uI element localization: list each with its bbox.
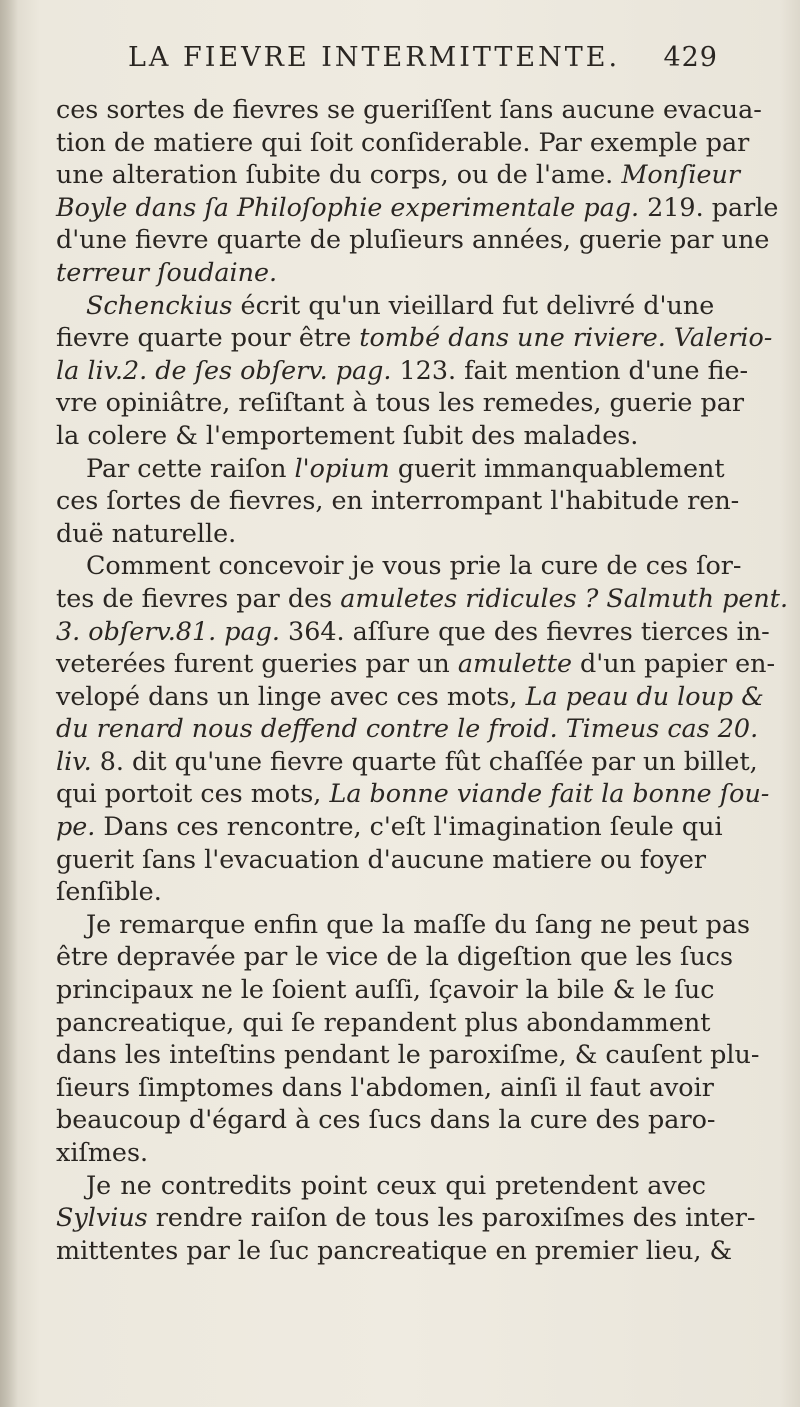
text-line: Boyle dans ſa Philoſophie experimentale pag. 219. parle xyxy=(56,191,779,222)
text-line: xiſmes. xyxy=(56,1137,149,1167)
text-line: tion de matiere qui ſoit conſiderable. Par exemple par xyxy=(56,126,750,157)
text-line: qui portoit ces mots, La bonne viande fait la bonne ſou- xyxy=(56,778,770,809)
italic-text: Monſieur xyxy=(621,159,740,190)
text-line: ſenſible. xyxy=(56,876,162,907)
text-line: Sylvius rendre raiſon de tous les paroxiſmes des inter- xyxy=(56,1202,756,1233)
text-line: Schenckius écrit qu'un vieillard fut delivré d'une xyxy=(86,289,715,320)
page-header xyxy=(128,42,718,92)
paragraph xyxy=(56,289,773,452)
paragraph xyxy=(56,93,779,289)
italic-text: La bonne viande fait la bonne ſou- xyxy=(329,778,770,809)
text-line: ſieurs ſimptomes dans l'abdomen, ainſi il faut avoir xyxy=(56,1071,714,1102)
italic-text: du renard nous deffend contre le froid. Timeus cas 20. xyxy=(56,713,759,744)
text-line: la liv.2. de ſes obſerv. pag. 123. fait mention d'une fie- xyxy=(56,354,749,385)
text-line: vre opiniâtre, reſiſtant à tous les remedes, guerie par xyxy=(56,387,745,418)
text-line: être depravée par le vice de la digeſtion que les ſucs xyxy=(56,941,734,972)
text-line: velopé dans un linge avec ces mots, La peau du loup & xyxy=(56,680,764,711)
text-line: Je remarque enfin que la maſſe du ſang ne peut pas xyxy=(86,908,751,939)
text-line: beaucoup d'égard à ces ſucs dans la cure des paro- xyxy=(56,1104,716,1135)
running-title: LA FIEVRE INTERMITTENTE. xyxy=(128,42,621,73)
text-line: liv. 8. dit qu'une fievre quarte fût chaſſée par un billet, xyxy=(56,745,758,776)
paragraph xyxy=(56,549,789,908)
text-line: Comment concevoir je vous prie la cure de ces ſor- xyxy=(86,550,742,581)
text-line: pe. Dans ces rencontre, c'eſt l'imagination ſeule qui xyxy=(56,811,723,842)
text-line: guerit ſans l'evacuation d'aucune matiere ou foyer xyxy=(56,843,706,874)
italic-text: terreur ſoudaine. xyxy=(56,256,278,287)
binding-shadow xyxy=(0,0,18,1407)
text-line: mittentes par le ſuc pancreatique en premier lieu, & xyxy=(56,1234,733,1265)
italic-text: 3. obſerv.81. pag. xyxy=(56,615,280,646)
italic-text: liv. xyxy=(56,745,92,776)
text-line: veterées furent gueries par un amulette d'un papier en- xyxy=(56,648,776,679)
italic-text: Schenckius xyxy=(86,289,233,320)
italic-text: tombé dans une riviere. Valerio- xyxy=(359,322,773,353)
paragraph xyxy=(56,1169,756,1267)
text-line: Par cette raiſon l'opium guerit immanquablement xyxy=(86,452,725,483)
paragraph xyxy=(56,452,740,550)
italic-text: La peau du loup & xyxy=(525,680,764,711)
text-line: 3. obſerv.81. pag. 364. aſſure que des fievres tierces in- xyxy=(56,615,770,646)
text-line: dans les inteſtins pendant le paroxiſme, & cauſent plu- xyxy=(56,1039,760,1070)
text-line: une alteration ſubite du corps, ou de l'ame. Monſieur xyxy=(56,159,740,190)
italic-text: Boyle dans ſa Philoſophie experimentale pag. xyxy=(56,191,640,222)
text-line: Je ne contredits point ceux qui pretendent avec xyxy=(86,1169,706,1200)
text-line: ces ſortes de fievres, en interrompant l'habitude ren- xyxy=(56,485,740,516)
text-line: duë naturelle. xyxy=(56,517,237,548)
italic-text: Sylvius xyxy=(56,1202,148,1233)
text-line: d'une fievre quarte de pluſieurs années, guerie par une xyxy=(56,224,770,255)
text-line: tes de fievres par des amuletes ridicules ? Salmuth pent. xyxy=(56,582,789,613)
paragraph xyxy=(56,908,760,1169)
text-line: fievre quarte pour être tombé dans une riviere. Valerio- xyxy=(56,322,773,353)
body-text xyxy=(56,93,789,1266)
text-line: pancreatique, qui ſe repandent plus abondamment xyxy=(56,1006,711,1037)
italic-text: pe. xyxy=(56,811,96,842)
italic-text: l'opium xyxy=(294,452,390,483)
text-line: la colere & l'emportement ſubit des malades. xyxy=(56,419,639,450)
italic-text: la liv.2. de ſes obſerv. pag. xyxy=(56,354,392,385)
text-line: ces sortes de fievres se gueriſſent ſans aucune evacua- xyxy=(56,94,762,124)
italic-text: amulette xyxy=(457,648,572,679)
page-number: 429 xyxy=(663,42,718,73)
text-line xyxy=(56,256,706,289)
text-line: principaux ne le ſoient auſſi, ſçavoir la bile & le ſuc xyxy=(56,974,715,1005)
italic-text: amuletes ridicules ? Salmuth pent. xyxy=(340,582,789,613)
text-line xyxy=(56,712,759,745)
